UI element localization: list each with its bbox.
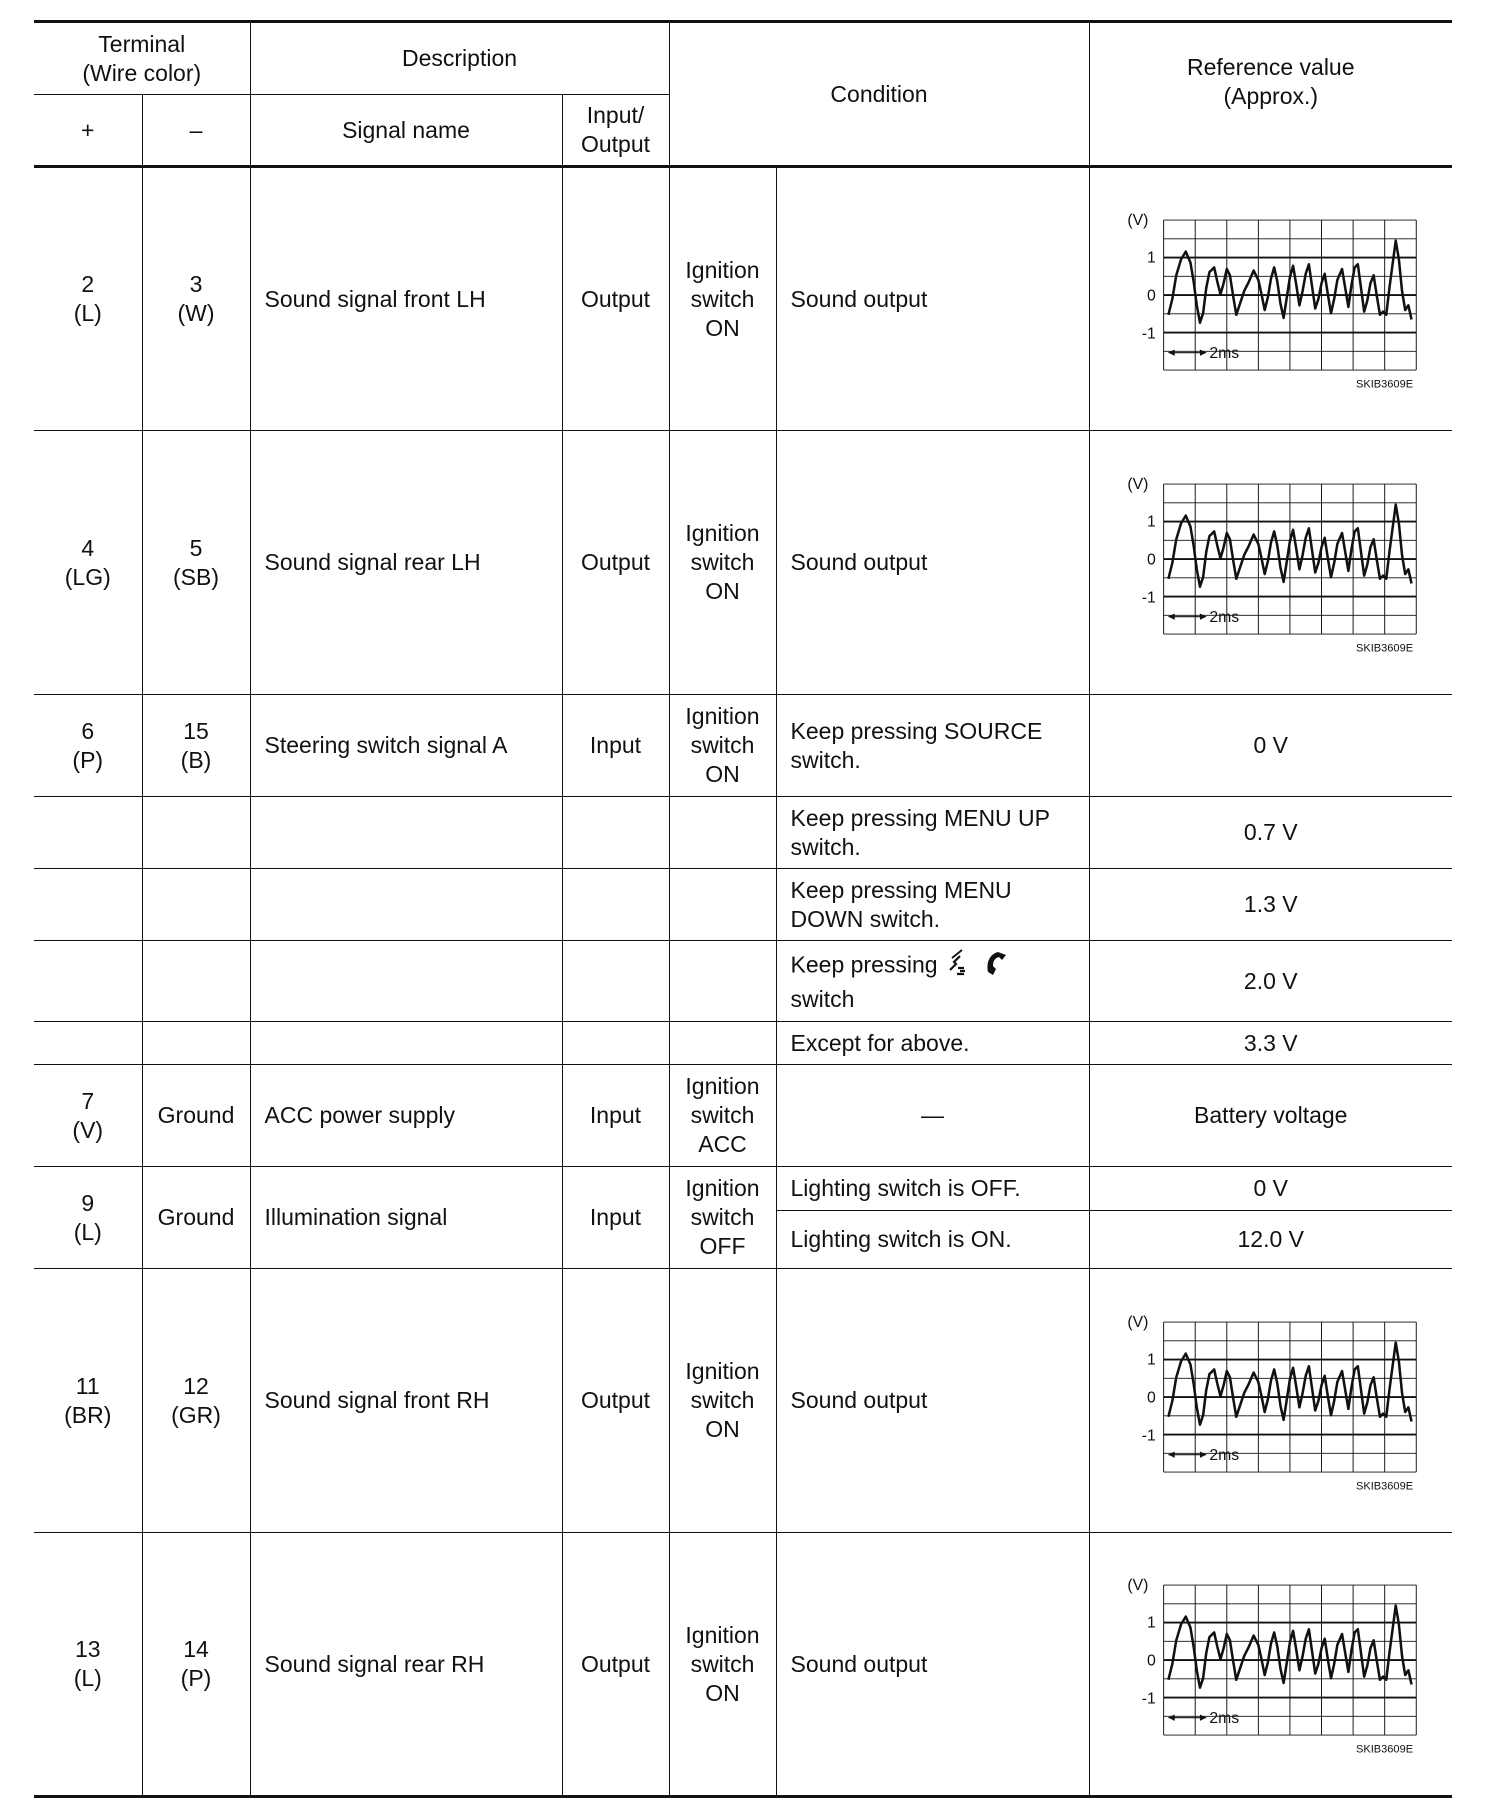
signal-name: Sound signal front RH	[250, 1269, 562, 1533]
input-output: Input	[562, 1167, 669, 1269]
header-input-output: Input/ Output	[562, 95, 669, 167]
header-terminal: Terminal (Wire color)	[34, 22, 250, 95]
condition: —	[776, 1065, 1089, 1167]
waveform-label-code: SKIB3609E	[1355, 641, 1413, 654]
waveform-label-time: 2ms	[1209, 608, 1239, 626]
ignition-condition: Ignition switch ON	[669, 695, 776, 797]
reference-value: 0 V	[1089, 1167, 1452, 1211]
terminal-minus: Ground	[142, 1167, 250, 1269]
waveform-label-y1: 1	[1146, 513, 1156, 531]
table-row	[34, 1269, 1452, 1533]
table-row	[34, 1533, 1452, 1797]
waveform-label-y1: 1	[1146, 1614, 1156, 1632]
terminal-plus: 9 (L)	[34, 1167, 142, 1269]
waveform-label-ym1: -1	[1141, 1426, 1156, 1444]
waveform-cell	[1089, 1533, 1452, 1797]
waveform-label-time: 2ms	[1209, 1446, 1239, 1464]
terminal-plus: 6 (P)	[34, 695, 142, 797]
waveform-grid	[1163, 484, 1416, 634]
input-output: Output	[562, 167, 669, 431]
table-row	[34, 695, 1452, 797]
waveform-label-unit: (V)	[1127, 475, 1149, 493]
table-row	[34, 797, 1452, 869]
table-row	[34, 1167, 1452, 1211]
terminal-minus: 5 (SB)	[142, 431, 250, 695]
reference-value: 3.3 V	[1089, 1022, 1452, 1065]
ignition-condition: Ignition switch ON	[669, 1533, 776, 1797]
ignition-condition: Ignition switch OFF	[669, 1167, 776, 1269]
header-signal-name: Signal name	[250, 95, 562, 167]
condition: Keep pressing MENU UP switch.	[776, 797, 1089, 869]
condition: Lighting switch is OFF.	[776, 1167, 1089, 1211]
header-reference: Reference value (Approx.)	[1089, 22, 1452, 167]
condition: Lighting switch is ON.	[776, 1211, 1089, 1269]
reference-value: 0.7 V	[1089, 797, 1452, 869]
table-row	[34, 167, 1452, 431]
waveform-label-ym1: -1	[1141, 325, 1156, 343]
reference-value: 1.3 V	[1089, 869, 1452, 941]
reference-value: 12.0 V	[1089, 1211, 1452, 1269]
time-span-arrow	[1168, 1451, 1206, 1457]
waveform-grid	[1163, 220, 1416, 370]
signal-name: ACC power supply	[250, 1065, 562, 1167]
signal-name: Sound signal rear RH	[250, 1533, 562, 1797]
terminal-minus: 14 (P)	[142, 1533, 250, 1797]
waveform-graph	[1121, 1291, 1421, 1511]
ignition-condition: Ignition switch ON	[669, 1269, 776, 1533]
waveform-cell	[1089, 167, 1452, 431]
waveform-label-ym1: -1	[1141, 588, 1156, 606]
waveform-grid	[1163, 1322, 1416, 1472]
terminal-plus: 13 (L)	[34, 1533, 142, 1797]
condition: Sound output	[776, 1533, 1089, 1797]
time-span-arrow	[1168, 1715, 1206, 1721]
condition: Keep pressing SOURCE switch.	[776, 695, 1089, 797]
signal-name: Steering switch signal A	[250, 695, 562, 797]
waveform-label-y0: 0	[1146, 1389, 1156, 1407]
input-output: Input	[562, 1065, 669, 1167]
input-output: Output	[562, 1269, 669, 1533]
waveform-grid	[1163, 1585, 1416, 1735]
reference-value: Battery voltage	[1089, 1065, 1452, 1167]
table-row	[34, 941, 1452, 1022]
table-row	[34, 869, 1452, 941]
waveform-label-unit: (V)	[1127, 211, 1149, 229]
header-condition: Condition	[669, 22, 1089, 167]
ignition-condition: Ignition switch ON	[669, 167, 776, 431]
input-output: Output	[562, 1533, 669, 1797]
phone-switch-icon	[946, 948, 1014, 985]
ignition-condition: Ignition switch ACC	[669, 1065, 776, 1167]
waveform-label-unit: (V)	[1127, 1576, 1149, 1594]
header-minus: –	[142, 95, 250, 167]
condition: Keep pressing switch	[776, 941, 1089, 1022]
waveform-cell	[1089, 1269, 1452, 1533]
waveform-label-time: 2ms	[1209, 345, 1239, 363]
input-output: Output	[562, 431, 669, 695]
terminal-minus: Ground	[142, 1065, 250, 1167]
waveform-graph	[1121, 1554, 1421, 1774]
waveform-label-code: SKIB3609E	[1355, 1743, 1413, 1756]
waveform-label-y1: 1	[1146, 1351, 1156, 1369]
header-plus: +	[34, 95, 142, 167]
condition: Sound output	[776, 431, 1089, 695]
waveform-label-y1: 1	[1146, 249, 1156, 267]
signal-name: Sound signal front LH	[250, 167, 562, 431]
header-row-1	[34, 22, 1452, 95]
waveform-label-code: SKIB3609E	[1355, 378, 1413, 391]
table-row	[34, 1022, 1452, 1065]
terminal-plus: 11 (BR)	[34, 1269, 142, 1533]
reference-value: 2.0 V	[1089, 941, 1452, 1022]
terminal-minus: 12 (GR)	[142, 1269, 250, 1533]
input-output: Input	[562, 695, 669, 797]
waveform-graph	[1121, 189, 1421, 409]
condition: Sound output	[776, 167, 1089, 431]
terminal-plus: 7 (V)	[34, 1065, 142, 1167]
waveform-label-code: SKIB3609E	[1355, 1479, 1413, 1492]
terminal-plus: 4 (LG)	[34, 431, 142, 695]
signal-name: Illumination signal	[250, 1167, 562, 1269]
terminal-plus: 2 (L)	[34, 167, 142, 431]
table-row	[34, 1065, 1452, 1167]
ignition-condition: Ignition switch ON	[669, 431, 776, 695]
reference-value: 0 V	[1089, 695, 1452, 797]
waveform-cell	[1089, 431, 1452, 695]
condition: Keep pressing MENU DOWN switch.	[776, 869, 1089, 941]
time-span-arrow	[1168, 350, 1206, 356]
terminal-reference-table	[34, 20, 1452, 1798]
signal-name: Sound signal rear LH	[250, 431, 562, 695]
waveform-label-time: 2ms	[1209, 1710, 1239, 1728]
condition: Sound output	[776, 1269, 1089, 1533]
waveform-label-unit: (V)	[1127, 1313, 1149, 1331]
waveform-label-y0: 0	[1146, 1652, 1156, 1670]
terminal-minus: 15 (B)	[142, 695, 250, 797]
waveform-graph	[1121, 453, 1421, 673]
header-description: Description	[250, 22, 669, 95]
terminal-minus: 3 (W)	[142, 167, 250, 431]
waveform-label-ym1: -1	[1141, 1690, 1156, 1708]
table-row	[34, 431, 1452, 695]
time-span-arrow	[1168, 613, 1206, 619]
waveform-label-y0: 0	[1146, 551, 1156, 569]
waveform-label-y0: 0	[1146, 287, 1156, 305]
condition: Except for above.	[776, 1022, 1089, 1065]
